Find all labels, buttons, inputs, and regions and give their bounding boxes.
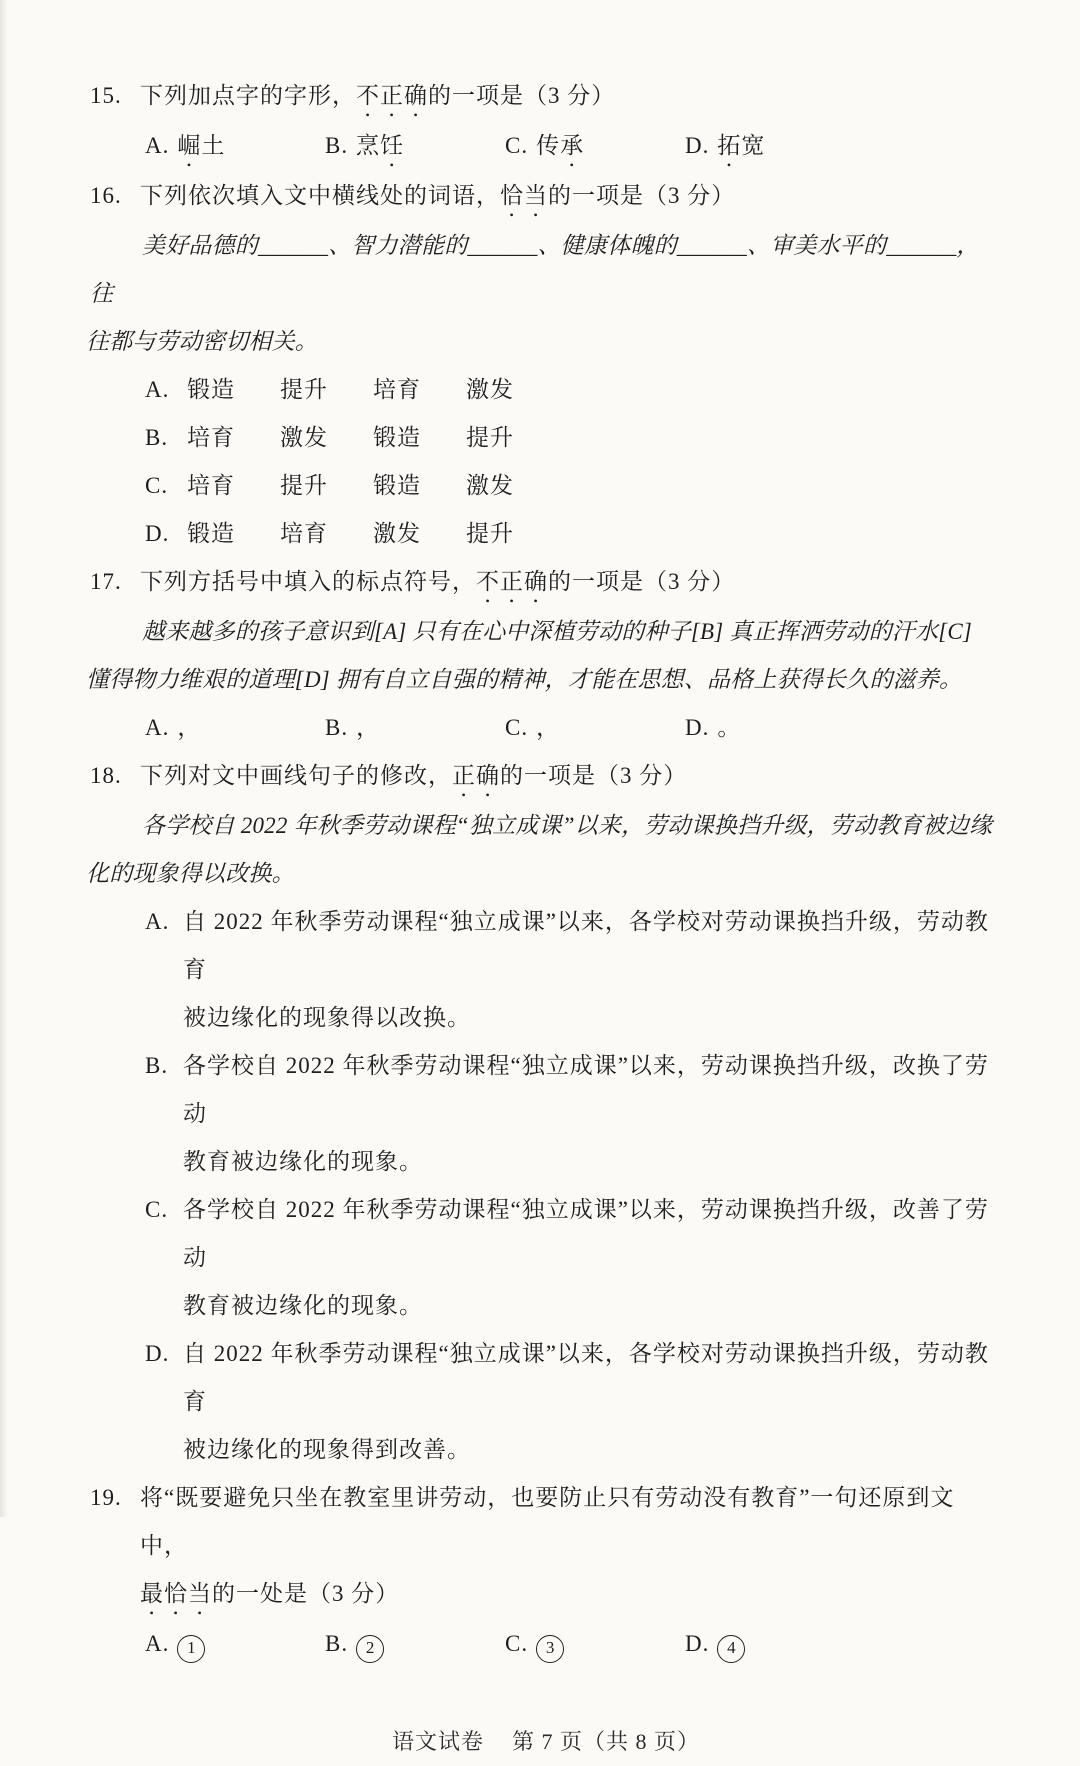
- passage-line: 美好品德的______、智力潜能的______、健康体魄的______、审美水平的______，往: [90, 233, 980, 306]
- stem-text: 的一项是（3 分）: [548, 569, 736, 594]
- option-label: A.: [145, 1631, 170, 1656]
- option-d: [90, 1330, 1002, 1474]
- option-label: A.: [145, 909, 170, 934]
- question-19: [90, 1474, 1002, 1668]
- option-text: ，: [536, 715, 561, 740]
- option-line: 自 2022 年秋季劳动课程“独立成课”以来，各学校对劳动课换挡升级，劳动教育: [183, 1341, 989, 1414]
- option-word: 锻造: [187, 377, 235, 402]
- question-17-passage: [86, 608, 1002, 704]
- question-16: [86, 172, 1002, 558]
- option-word: 激发: [466, 473, 514, 498]
- passage-line: 各学校自 2022 年秋季劳动课程“独立成课”以来，劳动课换挡升级，劳动教育被边缘: [142, 813, 993, 838]
- question-19-options: [90, 1620, 1002, 1668]
- option-label: B.: [325, 133, 349, 158]
- option-label: C.: [505, 1631, 529, 1656]
- option-word: 激发: [466, 377, 514, 402]
- question-15-options: [90, 122, 1002, 172]
- stem-text: 的一项是（3 分）: [500, 763, 688, 788]
- option-line: 教育被边缘化的现象。: [183, 1293, 423, 1318]
- option-label: B.: [325, 715, 349, 740]
- stem-line-2: [140, 1570, 1002, 1620]
- option-label: C.: [145, 473, 169, 498]
- option-a: [145, 1620, 325, 1668]
- stem-text: 下列对文中画线句子的修改，: [140, 763, 452, 788]
- stem-text: 的一项是（3 分）: [548, 183, 736, 208]
- option-a: [90, 366, 1002, 414]
- option-d: [685, 704, 741, 752]
- option-word: 锻造: [373, 473, 421, 498]
- option-label: B.: [145, 1053, 169, 1078]
- option-word: 提升: [280, 473, 328, 498]
- passage-line: 往都与劳动密切相关。: [86, 329, 318, 354]
- question-16-passage: [86, 222, 1002, 366]
- option-b: [90, 1042, 1002, 1186]
- stem-text: 的一处是（3 分）: [212, 1581, 400, 1606]
- option-label: B.: [145, 425, 169, 450]
- option-text: ，: [177, 715, 202, 740]
- option-c: [90, 462, 1002, 510]
- option-line: 教育被边缘化的现象。: [183, 1149, 423, 1174]
- option-label: C.: [505, 133, 529, 158]
- option-text: 土: [201, 133, 226, 158]
- option-a: [145, 122, 325, 172]
- passage-line: 越来越多的孩子意识到[A] 只有在心中深植劳动的种子[B] 真正挥洒劳动的汗水[C]: [142, 619, 973, 644]
- option-line: 自 2022 年秋季劳动课程“独立成课”以来，各学校对劳动课换挡升级，劳动教育: [183, 909, 989, 982]
- question-number: 18.: [90, 763, 122, 788]
- stem-emphasis: 恰当: [500, 183, 548, 208]
- question-18-stem: [90, 752, 1002, 802]
- option-word: 培育: [373, 377, 421, 402]
- option-label: D.: [145, 521, 170, 546]
- option-word: 培育: [280, 521, 328, 546]
- circled-number-4: 4: [717, 1635, 745, 1663]
- question-18: [86, 752, 1002, 1474]
- stem-text: 下列依次填入文中横线处的词语，: [140, 183, 500, 208]
- option-b: [325, 122, 505, 172]
- option-label: D.: [685, 1631, 710, 1656]
- option-b: [90, 414, 1002, 462]
- circled-number-1: 1: [177, 1635, 205, 1663]
- option-c: [505, 122, 685, 172]
- question-number: 19.: [90, 1485, 122, 1510]
- option-word: 培育: [187, 473, 235, 498]
- passage-line: 化的现象得以改换。: [86, 861, 295, 886]
- option-word: 提升: [280, 377, 328, 402]
- question-number: 15.: [90, 83, 122, 108]
- option-label: B.: [325, 1631, 349, 1656]
- option-word: 激发: [373, 521, 421, 546]
- option-word: 提升: [466, 521, 514, 546]
- option-word: 培育: [187, 425, 235, 450]
- stem-emphasis: 最恰当: [140, 1581, 212, 1606]
- option-text: 烹: [356, 133, 381, 158]
- option-text: 。: [717, 715, 742, 740]
- question-15: [90, 72, 1002, 172]
- option-text-emphasis: 饪: [380, 133, 405, 158]
- option-c: [505, 704, 685, 752]
- question-number: 17.: [90, 569, 122, 594]
- option-d: [685, 122, 765, 172]
- option-a: [90, 898, 1002, 1042]
- option-a: [145, 704, 325, 752]
- passage-line: 懂得物力维艰的道理[D] 拥有自立自强的精神，才能在思想、品格上获得长久的滋养。: [86, 667, 963, 692]
- question-17-options: [90, 704, 1002, 752]
- option-text-emphasis: 拓: [717, 133, 742, 158]
- stem-text: 将“既要避免只坐在教室里讲劳动，也要防止只有劳动没有教育”一句还原到文中，: [140, 1485, 955, 1558]
- option-label: C.: [145, 1197, 169, 1222]
- option-c: [505, 1620, 685, 1668]
- option-word: 锻造: [187, 521, 235, 546]
- stem-text: 的一项是（3 分）: [428, 83, 616, 108]
- option-d: [685, 1620, 745, 1668]
- question-19-stem: [90, 1474, 1002, 1620]
- option-d: [90, 510, 1002, 558]
- option-line: 各学校自 2022 年秋季劳动课程“独立成课”以来，劳动课换挡升级，改换了劳动: [183, 1053, 989, 1126]
- option-label: A.: [145, 133, 170, 158]
- page-footer: [90, 1718, 1002, 1766]
- question-number: 16.: [90, 183, 122, 208]
- option-text-emphasis: 承: [560, 133, 585, 158]
- option-label: D.: [145, 1341, 170, 1366]
- option-b: [325, 1620, 505, 1668]
- option-line: 被边缘化的现象得以改换。: [183, 1005, 471, 1030]
- doc-title: 语文试卷: [391, 1729, 484, 1754]
- option-word: 激发: [280, 425, 328, 450]
- question-18-passage: [86, 802, 1002, 898]
- option-b: [325, 704, 505, 752]
- option-line: 各学校自 2022 年秋季劳动课程“独立成课”以来，劳动课换挡升级，改善了劳动: [183, 1197, 989, 1270]
- option-label: C.: [505, 715, 529, 740]
- stem-emphasis: 不正确: [476, 569, 548, 594]
- option-label: A.: [145, 715, 170, 740]
- circled-number-2: 2: [356, 1635, 384, 1663]
- option-text-emphasis: 崛: [177, 133, 202, 158]
- question-16-stem: [90, 172, 1002, 222]
- option-text: 宽: [741, 133, 766, 158]
- option-label: D.: [685, 133, 710, 158]
- stem-emphasis: 不正确: [356, 83, 428, 108]
- stem-emphasis: 正确: [452, 763, 500, 788]
- option-line: 被边缘化的现象得到改善。: [183, 1437, 471, 1462]
- page-number: 第 7 页（共 8 页）: [512, 1729, 701, 1754]
- stem-text: 下列加点字的字形，: [140, 83, 356, 108]
- stem-text: 下列方括号中填入的标点符号，: [140, 569, 476, 594]
- option-text: 传: [536, 133, 561, 158]
- option-label: A.: [145, 377, 170, 402]
- option-c: [90, 1186, 1002, 1330]
- question-15-stem: [90, 72, 1002, 122]
- option-text: ，: [356, 715, 381, 740]
- option-word: 提升: [466, 425, 514, 450]
- question-17-stem: [90, 558, 1002, 608]
- option-word: 锻造: [373, 425, 421, 450]
- option-label: D.: [685, 715, 710, 740]
- circled-number-3: 3: [536, 1635, 564, 1663]
- question-17: [86, 558, 1002, 752]
